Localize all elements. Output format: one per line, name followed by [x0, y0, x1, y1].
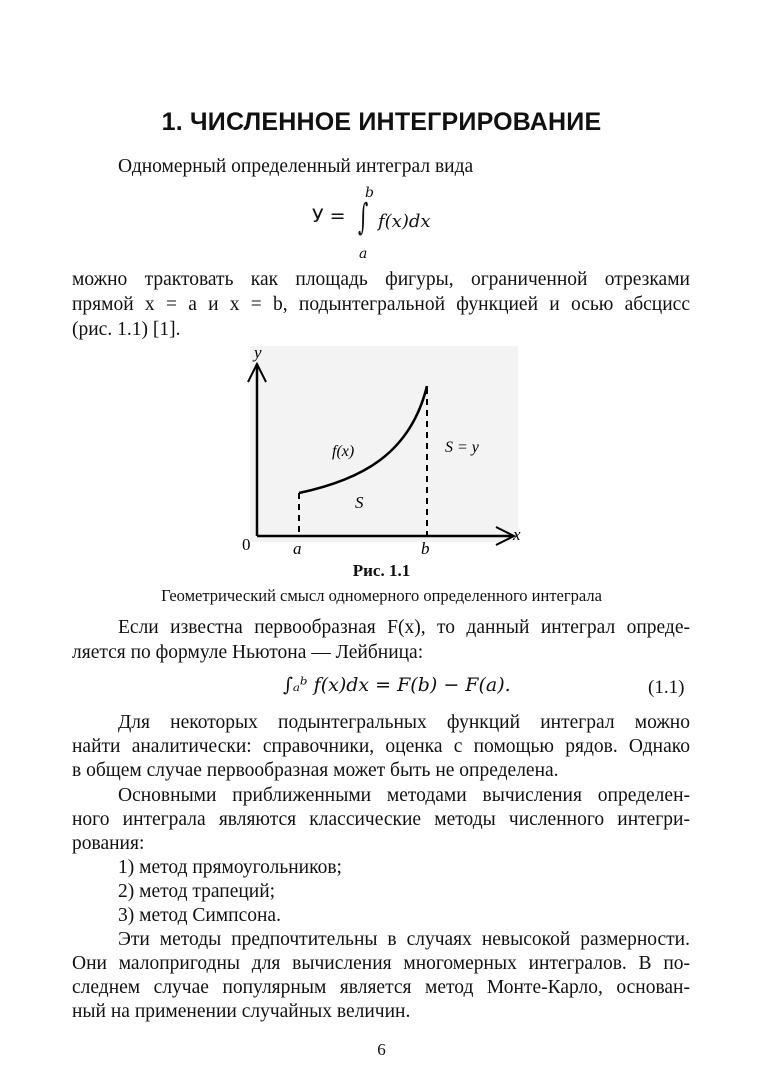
origin-label: 0: [242, 535, 251, 554]
integral-sign-icon: ∫: [358, 197, 369, 238]
figure-caption-title: Рис. 1.1: [352, 561, 411, 580]
tick-a-label: a: [293, 539, 302, 558]
paragraph-line: Они малопригодны для вычисления многомерных интегралов. В по-: [72, 953, 690, 974]
lower-limit: a: [359, 246, 368, 262]
paragraph-line: Основными приближенными методами вычисления определен-: [118, 785, 690, 806]
paragraph-line: ляется по формуле Ньютона — Лейбница:: [72, 642, 424, 663]
list-item: 3) метод Симпсона.: [118, 905, 281, 926]
paragraph-line: прямой x = a и x = b, подынтегральной функцией и осью абсцисс: [72, 294, 690, 315]
paragraph-line: рования:: [72, 833, 145, 854]
page-number: 6: [377, 1040, 386, 1059]
list-item: 2) метод трапеций;: [118, 881, 276, 902]
formula-number: (1.1): [648, 677, 685, 698]
axis-y-label: y: [254, 343, 262, 362]
paragraph-line: Если известна первообразная F(x), то данный интеграл опреде-: [118, 617, 690, 638]
paragraph-line: найти аналитически: справочники, оценка с помощью рядов. Однако: [72, 736, 690, 757]
figure-caption-subtitle: Геометрический смысл одномерного определенного интеграла: [161, 586, 602, 605]
paragraph-line: в общем случае первообразная может быть не определена.: [72, 760, 559, 781]
area-label: S: [355, 493, 364, 512]
paragraph-line: Для некоторых подынтегральных функций интеграл можно: [118, 712, 690, 733]
intro-text: Одномерный определенный интеграл вида: [118, 156, 474, 177]
curve-label: f(x): [332, 443, 355, 460]
formula-lhs: У =: [312, 205, 346, 227]
paragraph-line: можно трактовать как площадь фигуры, ограниченной отрезками: [72, 269, 690, 290]
integrand: f(x)dx: [378, 211, 431, 232]
area-equals-label: S = y: [445, 439, 479, 456]
upper-limit: b: [365, 185, 374, 201]
paragraph-line: ный на применении случайных величин.: [72, 1001, 411, 1022]
tick-b-label: b: [421, 539, 430, 558]
paragraph-line: ного интеграла являются классические методы численного интегри-: [72, 809, 690, 830]
newton-leibniz-formula: ∫ₐᵇ f(x)dx = F(b) − F(a).: [283, 674, 511, 696]
paragraph-line: (рис. 1.1) [1].: [72, 319, 181, 340]
paragraph-line: следнем случае популярным является метод Монте-Карло, основан-: [72, 977, 690, 998]
section-heading: 1. ЧИСЛЕННОЕ ИНТЕГРИРОВАНИЕ: [161, 108, 602, 136]
paragraph-line: Эти методы предпочтительны в случаях невысокой размерности.: [118, 929, 690, 950]
list-item: 1) метод прямоугольников;: [118, 857, 342, 878]
axis-x-label: x: [513, 525, 521, 544]
integral-figure: [230, 340, 540, 560]
